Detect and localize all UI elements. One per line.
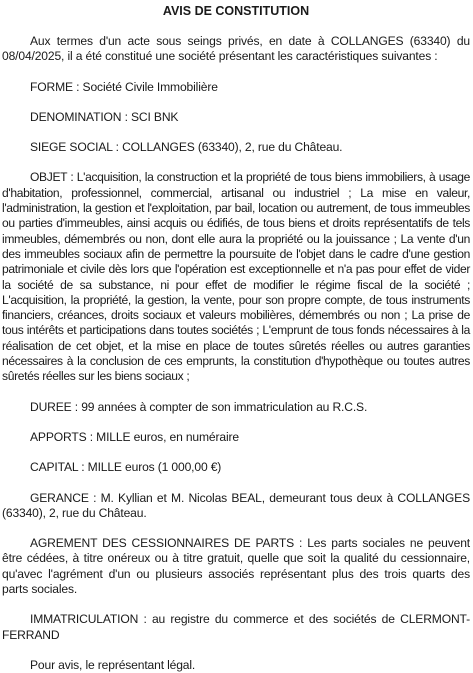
denomination-line: DENOMINATION : SCI BNK bbox=[30, 109, 179, 124]
forme-line: FORME : Société Civile Immobilière bbox=[30, 79, 218, 94]
capital-line: CAPITAL : MILLE euros (1 000,00 €) bbox=[30, 460, 222, 475]
intro-paragraph: Aux termes d'un acte sous seings privés, en date à COLLANGES (63340) du 08/04/2025, il a été constitué une société présentant les caractéristiques suivantes : bbox=[2, 34, 470, 64]
gerance-paragraph: GERANCE : M. Kyllian et M. Nicolas BEAL, demeurant tous deux à COLLANGES (63340), 2, rue du Château. bbox=[2, 490, 470, 520]
agrement-paragraph: AGREMENT DES CESSIONNAIRES DE PARTS : Les parts sociales ne peuvent être cédées, à titre onéreux ou à titre gratuit, quelle que soit la qualité du cessionnaire, qu'avec l'agrément d'un ou plusieurs associés représentant plus des trois quarts des parts sociales. bbox=[2, 536, 470, 597]
objet-paragraph: OBJET : L'acquisition, la construction et la propriété de tous biens immobiliers, à usage d'habitation, professionnel, commercial, artisanal ou industriel ; La mise en valeur, l'administration, la gestion et l'exploitation, par bail, location ou autrement, de tous immeubles ou parties d'immeubles, ainsi acquis ou édifiés, de tous biens et droits représentatifs de tels immeubles, démembrés ou non, dont elle aura la propriété ou la jouissance ; La vente d'un des immeubles sociaux afin de permettre la poursuite de l'objet dans le cadre d'une gestion patrimoniale et civile dès lors que l'opération est exceptionnelle et n'a pas pour effet de vider la société de sa substance, ni pour effet de modifier le régime fiscal de la société ; L'acquisition, la propriété, la gestion, la vente, pour son propre compte, de tous instruments financiers, créances, droits sociaux et valeurs mobilières, démembrés ou non ; La prise de tous intérêts et participations dans toutes sociétés ; L'emprunt de tous fonds nécessaires à la réalisation de cet objet, et la mise en place de toutes sûretés réelles ou autres garanties nécessaires à la conclusion de ces emprunts, la constitution d'hypothèque ou toutes autres sûretés réelles sur les biens sociaux ; bbox=[2, 170, 470, 384]
notice-title: AVIS DE CONSTITUTION bbox=[162, 4, 310, 18]
immatriculation-paragraph: IMMATRICULATION : au registre du commerce et des sociétés de CLERMONT-FERRAND bbox=[2, 612, 470, 642]
signature-line: Pour avis, le représentant légal. bbox=[30, 657, 196, 672]
duree-line: DUREE : 99 années à compter de son immatriculation au R.C.S. bbox=[30, 399, 368, 414]
siege-social-line: SIEGE SOCIAL : COLLANGES (63340), 2, rue du Château. bbox=[30, 140, 343, 155]
apports-line: APPORTS : MILLE euros, en numéraire bbox=[30, 429, 239, 444]
